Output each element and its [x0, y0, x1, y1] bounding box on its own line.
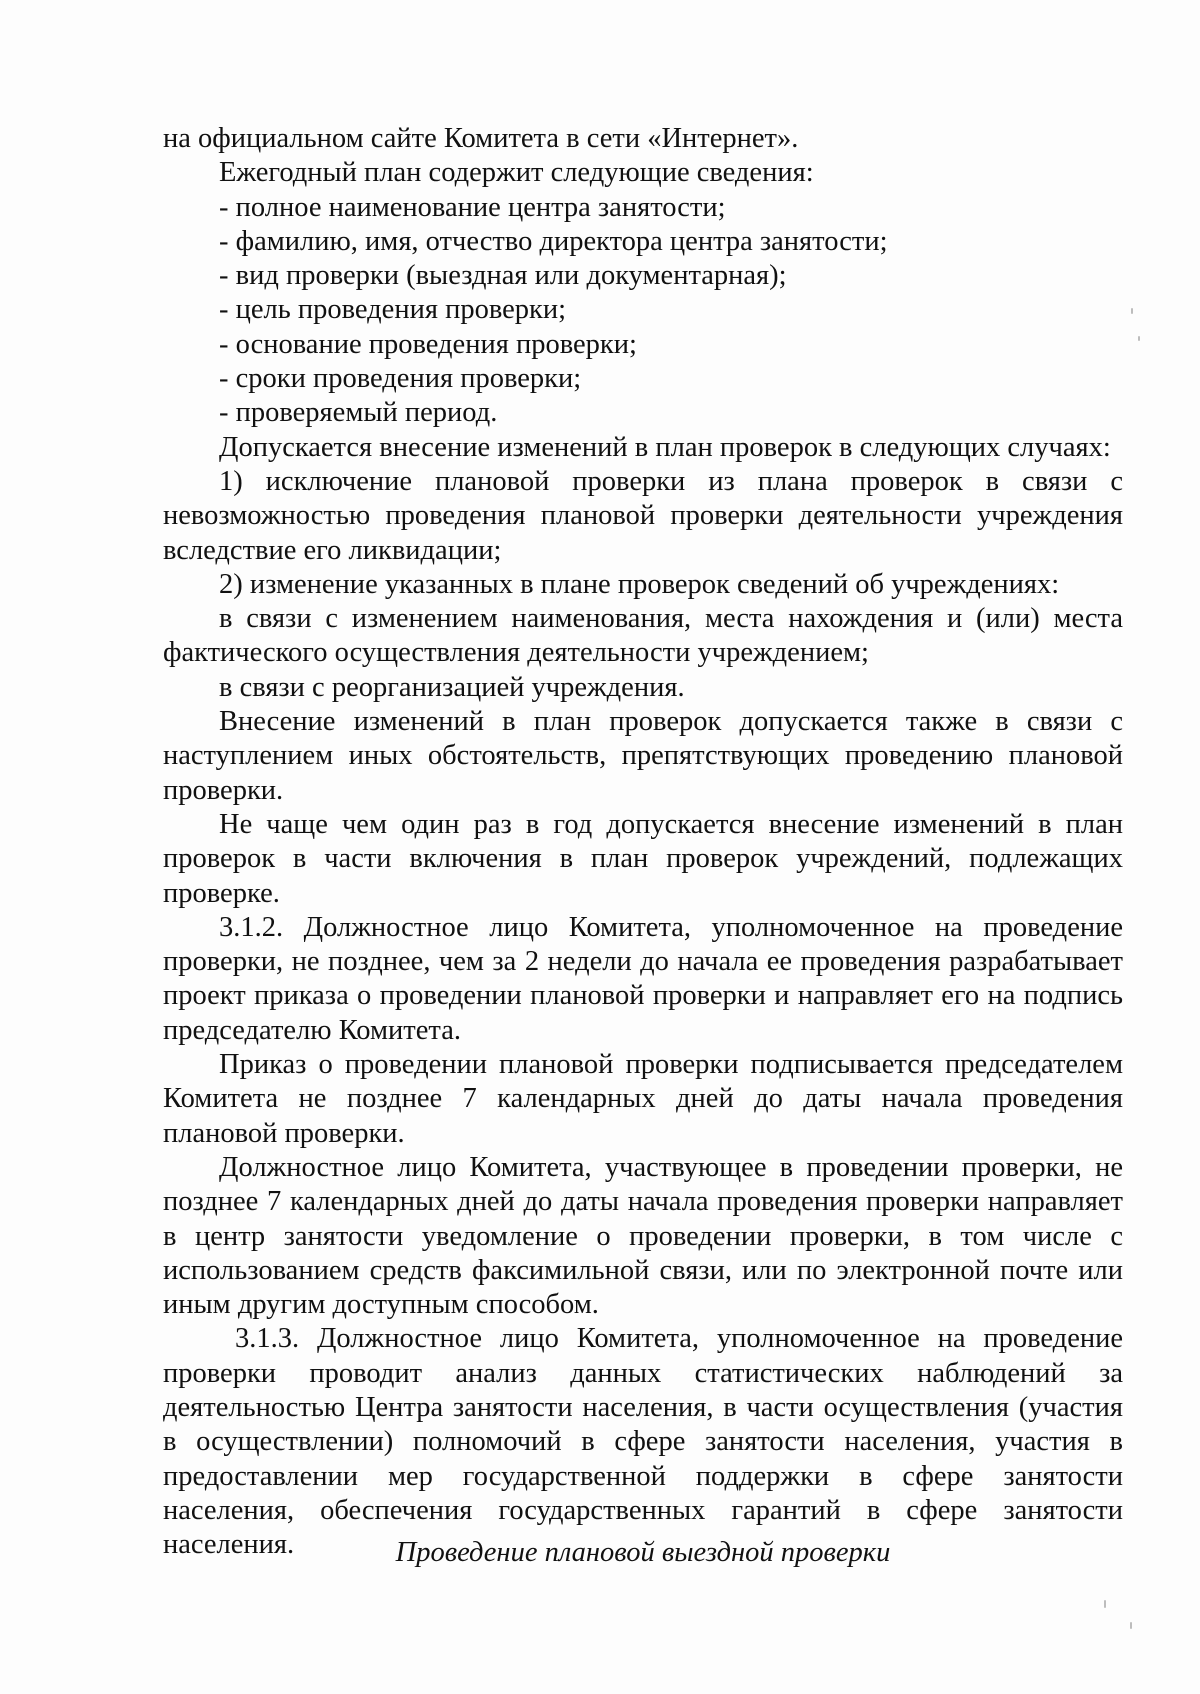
paragraph: 1) исключение плановой проверки из плана проверок в связи с невозможностью проведения плановой проверки деятельности учреждения вследствие его ликвидации; [163, 465, 1123, 566]
paragraph: - сроки проведения проверки; [219, 363, 582, 395]
paragraph: Не чаще чем один раз в год допускается внесение изменений в план проверок в части включения в план проверок учреждений, подлежащих проверке. [163, 808, 1123, 909]
paragraph: - проверяемый период. [219, 397, 498, 429]
paragraph: - цель проведения проверки; [219, 294, 567, 326]
paragraph: на официальном сайте Комитета в сети «Интернет». [163, 123, 799, 154]
section-heading: Проведение плановой выездной проверки [395, 1537, 891, 1568]
paragraph: Ежегодный план содержит следующие сведения: [219, 157, 814, 189]
paragraph: Должностное лицо Комитета, участвующее в проведении проверки, не позднее 7 календарных дней до даты начала проведения проверки направляет в центр занятости уведомление о проведении проверки, в том числе с использованием средств факсимильной связи, или по электронной почте или иным другим доступным способом. [163, 1151, 1123, 1321]
scan-speck [1130, 1622, 1132, 1629]
paragraph: 3.1.2. Должностное лицо Комитета, уполномоченное на проведение проверки, не позднее, чем за 2 недели до начала ее проведения разрабатывает проект приказа о проведении плановой проверки и направляет его на подпись председателю Комитета. [163, 911, 1123, 1046]
scan-speck [1131, 308, 1133, 314]
paragraph: - фамилию, имя, отчество директора центра занятости; [219, 225, 888, 257]
document-body [163, 122, 1123, 1562]
paragraph: Допускается внесение изменений в план проверок в следующих случаях: [219, 431, 1111, 463]
paragraph: Приказ о проведении плановой проверки подписывается председателем Комитета не позднее 7 календарных дней до даты начала проведения плановой проверки. [163, 1049, 1123, 1149]
paragraph: в связи с изменением наименования, места нахождения и (или) места фактического осуществления деятельности учреждением; [163, 603, 1123, 669]
paragraph: Внесение изменений в план проверок допускается также в связи с наступлением иных обстоятельств, препятствующих проведению плановой проверки. [163, 706, 1123, 806]
paragraph: 3.1.3. Должностное лицо Комитета, уполномоченное на проведение проверки проводит анализ данных статистических наблюдений за деятельностью Центра занятости населения, в части осуществления (участия в осуществлении) полномочий в сфере занятости населения, участия в предоставлении мер государственной поддержки в сфере занятости населения, обеспечения государственных гарантий в сфере занятости населения. [163, 1323, 1123, 1561]
paragraph: - полное наименование центра занятости; [219, 191, 726, 223]
paragraph: в связи с реорганизацией учреждения. [219, 671, 685, 703]
scan-speck [1104, 1600, 1106, 1608]
paragraph: - основание проведения проверки; [219, 328, 637, 360]
scan-speck [1138, 336, 1140, 341]
paragraph: 2) изменение указанных в плане проверок сведений об учреждениях: [219, 568, 1060, 600]
paragraph: - вид проверки (выездная или документарная); [219, 260, 787, 292]
